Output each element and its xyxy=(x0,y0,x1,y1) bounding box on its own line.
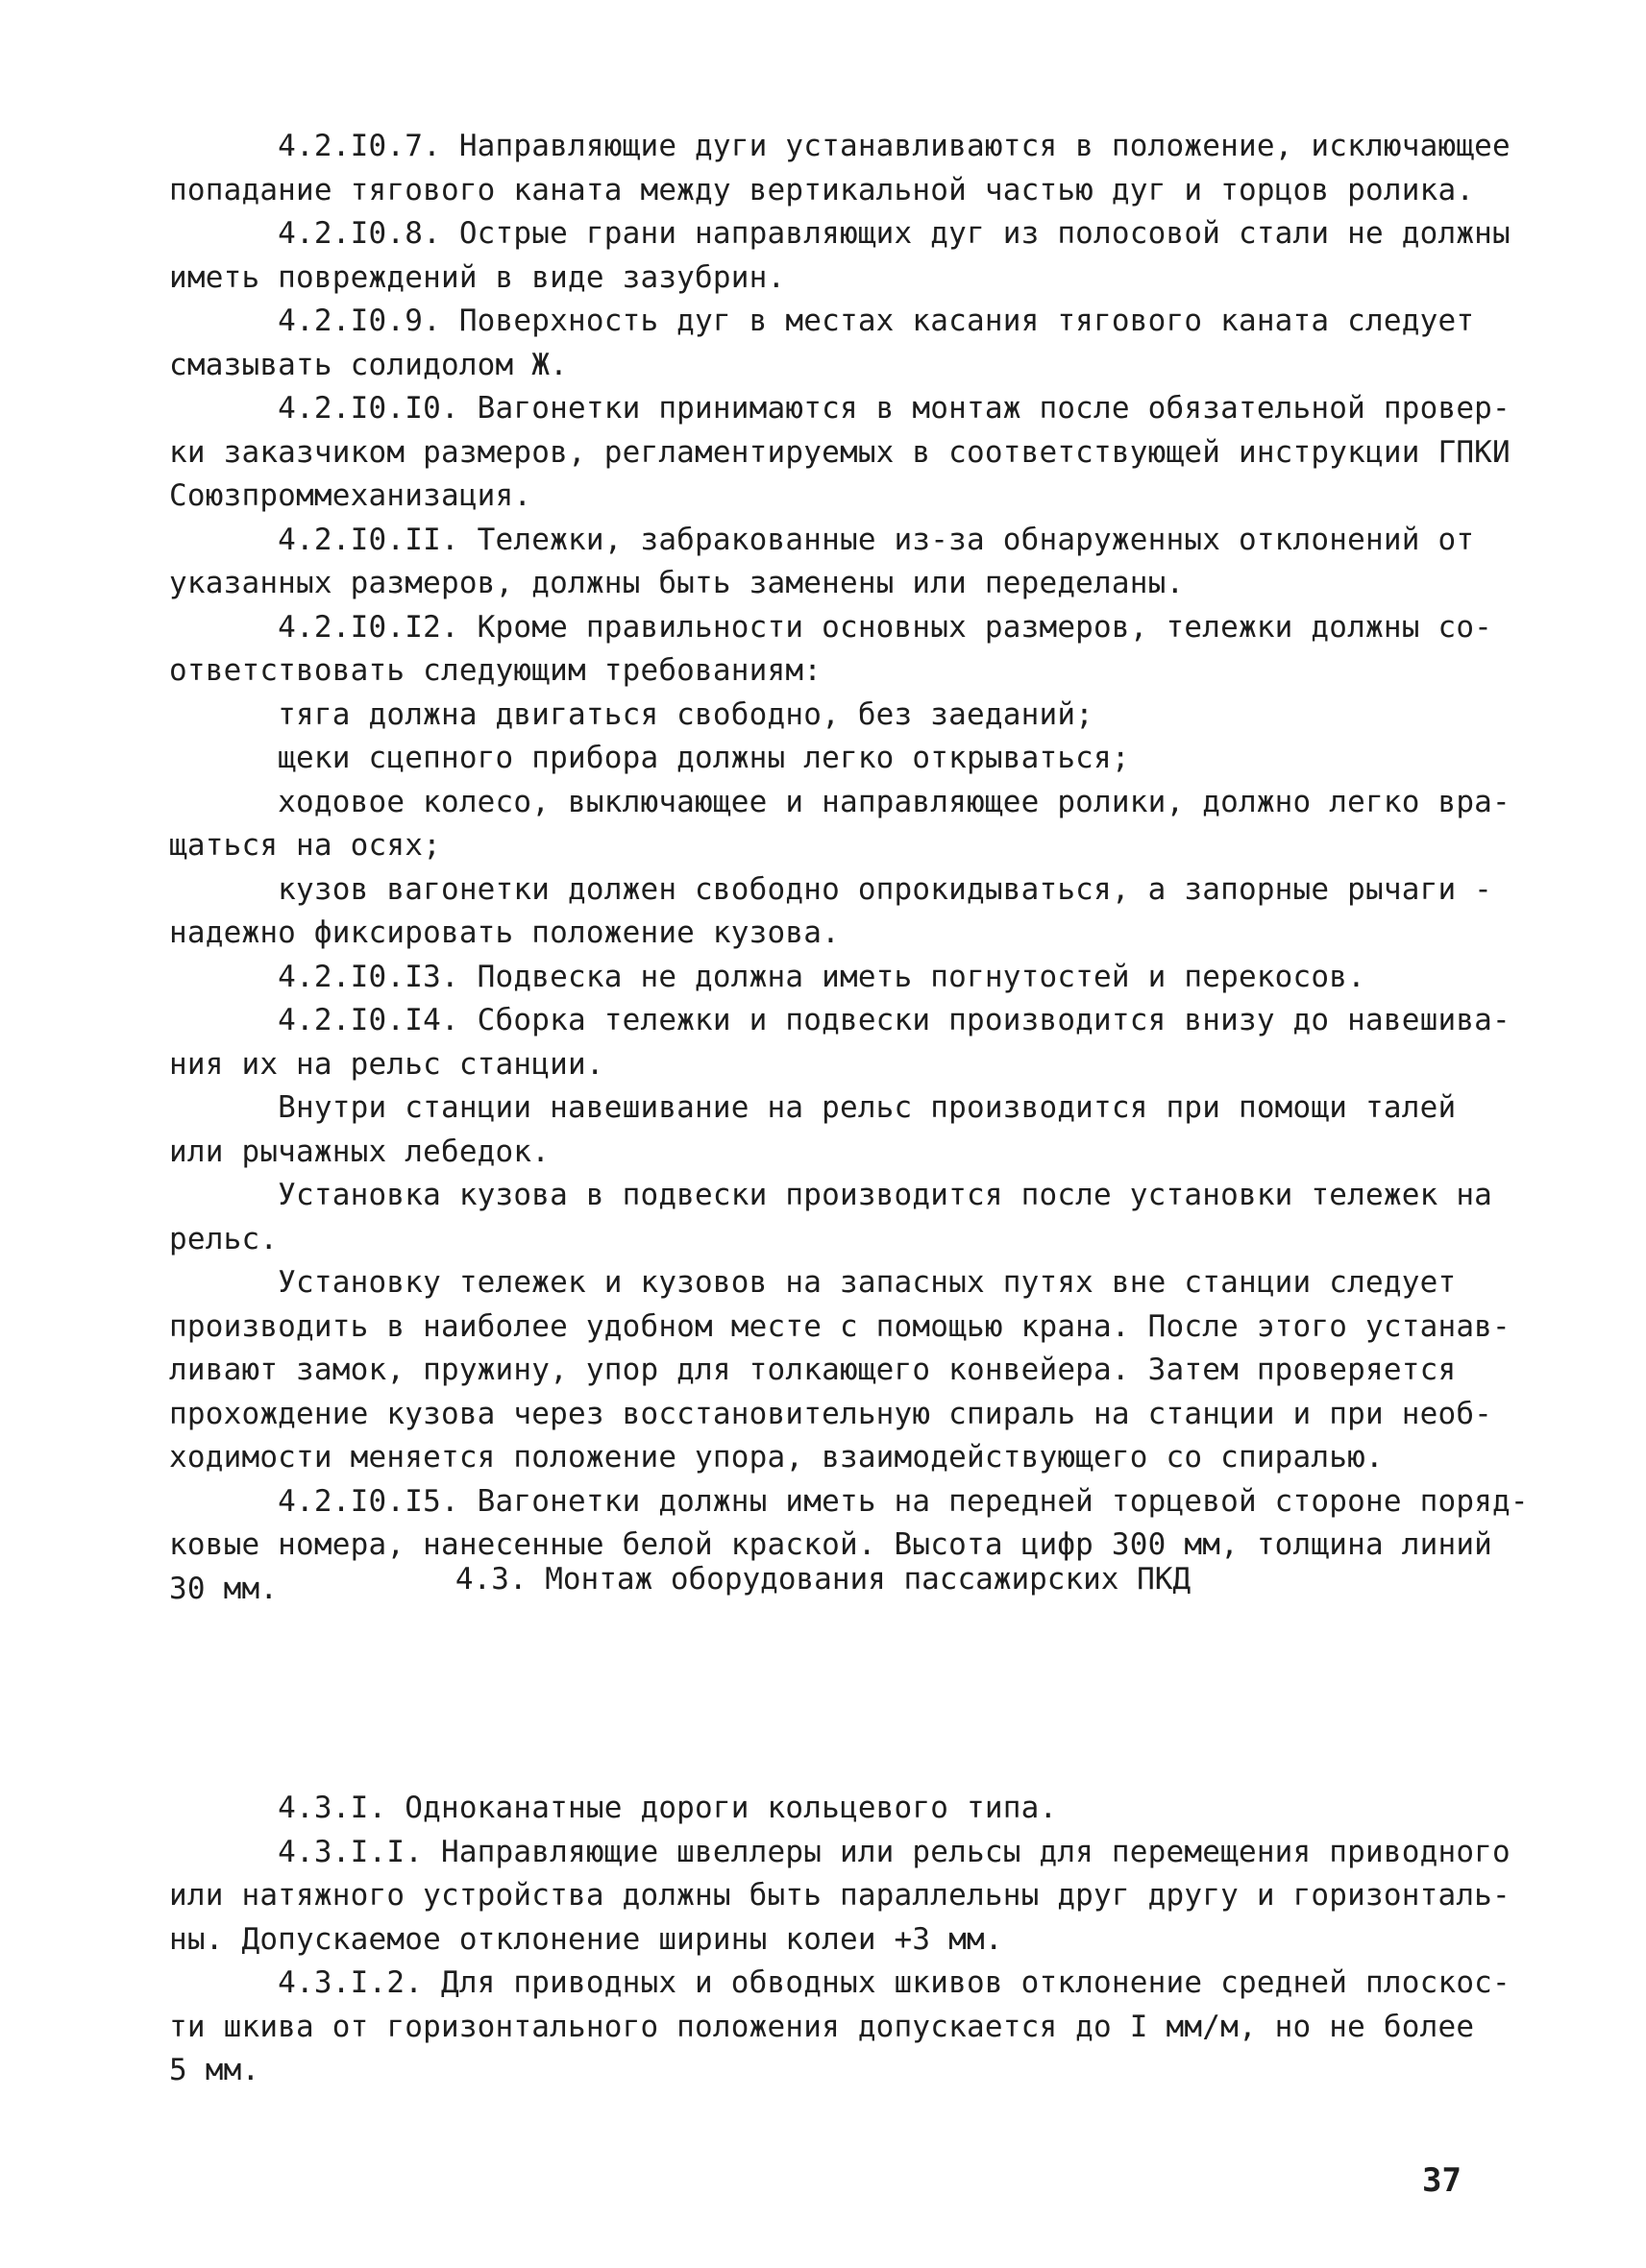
document-body-bottom xyxy=(169,1787,1514,2093)
section-heading: 4.3. Монтаж оборудования пассажирских ПКД xyxy=(454,1562,1192,1597)
text-line: ки заказчиком размеров, регламентируемых в соответствующей инструкции ГПКИ xyxy=(169,434,1511,470)
document-body-top xyxy=(169,125,1529,1611)
text-line: надежно фиксировать положение кузова. xyxy=(169,915,840,950)
text-line: иметь повреждений в виде зазубрин. xyxy=(169,259,786,295)
text-line: ти шкива от горизонтального положения допускается до I мм/м, но не более xyxy=(169,2009,1475,2044)
text-line: 4.3.I.I. Направляющие швеллеры или рельсы для перемещения приводного xyxy=(169,1834,1511,1869)
text-line: или рычажных лебедок. xyxy=(169,1134,551,1169)
text-line: Установку тележек и кузовов на запасных путях вне станции следует xyxy=(169,1265,1457,1300)
text-line: 4.2.I0.I5. Вагонетки должны иметь на передней торцевой стороне поряд- xyxy=(169,1483,1529,1519)
text-line: рельс. xyxy=(169,1221,279,1256)
text-line: ния их на рельс станции. xyxy=(169,1046,604,1082)
text-line: тяга должна двигаться свободно, без заеданий; xyxy=(169,696,1094,732)
text-line: 4.2.I0.7. Направляющие дуги устанавливаются в положение, исключающее xyxy=(169,129,1511,163)
text-line: щаться на осях; xyxy=(169,828,441,863)
text-line: 4.2.I0.I3. Подвеска не должна иметь погнутостей и перекосов. xyxy=(169,959,1365,994)
text-line: или натяжного устройства должны быть параллельны друг другу и горизонталь- xyxy=(169,1878,1511,1913)
text-line: 4.2.I0.9. Поверхность дуг в местах касания тягового каната следует xyxy=(169,304,1475,338)
text-line: 4.2.I0.I4. Сборка тележки и подвески производится внизу до навешива- xyxy=(169,1003,1511,1037)
text-line: 4.3.I. Одноканатные дороги кольцевого типа. xyxy=(169,1791,1058,1825)
text-line: производить в наиболее удобном месте с помощью крана. После этого устанав- xyxy=(169,1308,1511,1344)
text-line: 4.3.I.2. Для приводных и обводных шкивов отклонение средней плоскос- xyxy=(169,1965,1511,2000)
text-line: 4.2.I0.8. Острые грани направляющих дуг из полосовой стали не должны xyxy=(169,216,1511,251)
text-line: ответствовать следующим требованиям: xyxy=(169,653,823,688)
text-line: 5 мм. xyxy=(169,2053,260,2087)
text-line: ходимости меняется положение упора, взаимодействующего со спиралью. xyxy=(169,1440,1384,1475)
text-line: прохождение кузова через восстановительную спираль на станции и при необ- xyxy=(169,1396,1493,1431)
text-line: попадание тягового каната между вертикальной частью дуг и торцов ролика. xyxy=(169,172,1475,207)
text-line: ливают замок, пружину, упор для толкающего конвейера. Затем проверяется xyxy=(169,1353,1457,1387)
text-line: кузов вагонетки должен свободно опрокидываться, а запорные рычаги - xyxy=(169,871,1493,907)
text-line: Внутри станции навешивание на рельс производится при помощи талей xyxy=(169,1090,1457,1125)
text-line: Установка кузова в подвески производится после установки тележек на xyxy=(169,1178,1493,1212)
text-line: щеки сцепного прибора должны легко открываться; xyxy=(169,741,1130,775)
text-line: Союзпроммеханизация. xyxy=(169,478,532,513)
page-number: 37 xyxy=(1422,2161,1462,2200)
text-line: смазывать солидолом Ж. xyxy=(169,347,568,382)
text-line: 4.2.I0.II. Тележки, забракованные из-за обнаруженных отклонений от xyxy=(169,522,1475,557)
text-line: ходовое колесо, выключающее и направляющее ролики, должно легко вра- xyxy=(169,784,1511,819)
text-line: 30 мм. xyxy=(169,1571,279,1606)
text-line: ковые номера, нанесенные белой краской. Высота цифр 300 мм, толщина линий xyxy=(169,1527,1493,1562)
text-line: 4.2.I0.I2. Кроме правильности основных размеров, тележки должны со- xyxy=(169,609,1493,645)
text-line: ны. Допускаемое отклонение ширины колеи +3 мм. xyxy=(169,1921,1003,1957)
text-line: 4.2.I0.I0. Вагонетки принимаются в монтаж после обязательной провер- xyxy=(169,391,1511,426)
text-line: указанных размеров, должны быть заменены или переделаны. xyxy=(169,566,1185,600)
